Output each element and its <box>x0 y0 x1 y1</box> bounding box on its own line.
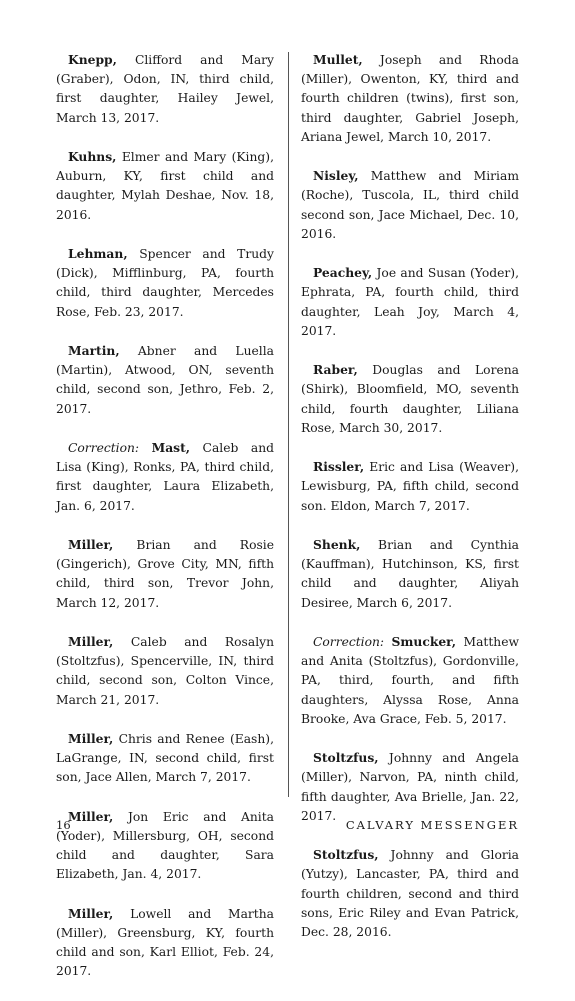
announcement-details: Johnny and Angela (Miller), Narvon, PA, ninth child, fifth daughter, Ava Brielle, Jan. 22, 2017. <box>301 751 519 823</box>
left-column <box>56 50 274 1001</box>
correction-label: Correction: <box>68 441 152 455</box>
birth-announcement <box>301 845 519 942</box>
family-name: Smucker, <box>391 634 457 649</box>
family-name: Knepp, <box>68 52 117 67</box>
birth-announcement <box>56 50 274 128</box>
announcement-details: Clifford and Mary (Graber), Odon, IN, third child, first daughter, Hailey Jewel, March 13, 2017. <box>56 53 274 125</box>
family-name: Rissler, <box>313 459 365 475</box>
birth-announcement <box>301 360 519 438</box>
family-name: Mullet, <box>313 52 363 67</box>
announcement-details: Brian and Rosie (Gingerich), Grove City, MN, fifth child, third son, Trevor John, March 12, 2017. <box>56 538 274 610</box>
correction-label: Correction: <box>313 635 392 649</box>
birth-announcement <box>301 263 519 341</box>
birth-announcement <box>56 729 274 788</box>
birth-announcement <box>301 535 519 613</box>
family-name: Stoltzfus, <box>313 750 379 766</box>
announcement-details: Caleb and Rosalyn (Stoltzfus), Spencerville, IN, third child, second son, Colton Vince, March 21, 2017. <box>56 635 274 707</box>
announcement-details: Jon Eric and Anita (Yoder), Millersburg, OH, second child and daughter, Sara Elizabeth, Jan. 4, 2017. <box>56 809 274 882</box>
announcement-details: Johnny and Gloria (Yutzy), Lancaster, PA, third and fourth children, second and third sons, Eric Riley and Evan Patrick, Dec. 28, 2016. <box>301 848 519 940</box>
birth-announcement <box>56 438 274 516</box>
birth-announcement <box>56 632 274 710</box>
family-name: Stoltzfus, <box>313 847 379 863</box>
birth-announcement <box>56 904 274 982</box>
announcement-details: Douglas and Lorena (Shirk), Bloomfield, MO, seventh child, fourth daughter, Liliana Rose, March 30, 2017. <box>301 363 519 435</box>
announcement-details: Matthew and Anita (Stoltzfus), Gordonville, PA, third, fourth, and fifth daughters, Alyssa Rose, Anna Brooke, Ava Grace, Feb. 5, 2017. <box>301 635 520 726</box>
announcement-details: Brian and Cynthia (Kauffman), Hutchinson, KS, first child and daughter, Aliyah Desiree, March 6, 2017. <box>301 538 519 610</box>
announcement-details: Joe and Susan (Yoder), Ephrata, PA, fourth child, third daughter, Leah Joy, March 4, 2017. <box>301 266 519 338</box>
family-name: Lehman, <box>68 246 128 261</box>
family-name: Raber, <box>313 362 358 378</box>
announcement-details: Joseph and Rhoda (Miller), Owenton, KY, third and fourth children (twins), first son, third daughter, Gabriel Joseph, Ariana Jewel, March 10, 2017. <box>301 53 519 144</box>
family-name: Peachey, <box>313 265 373 281</box>
family-name: Miller, <box>68 731 114 746</box>
announcement-details: Spencer and Trudy (Dick), Mifflinburg, PA, fourth child, third daughter, Mercedes Rose, Feb. 23, 2017. <box>56 247 274 319</box>
birth-announcement <box>56 807 274 885</box>
announcement-details: Chris and Renee (Eash), LaGrange, IN, second child, first son, Jace Allen, March 7, 2017. <box>56 732 274 785</box>
page-number: 16 <box>56 818 71 832</box>
birth-announcement <box>301 166 519 244</box>
family-name: Miller, <box>68 808 114 824</box>
family-name: Nisley, <box>313 168 359 184</box>
birth-announcement <box>301 632 519 729</box>
birth-announcement <box>56 535 274 613</box>
family-name: Miller, <box>68 634 114 649</box>
birth-announcement <box>56 341 274 419</box>
announcement-details: Caleb and Lisa (King), Ronks, PA, third child, first daughter, Laura Elizabeth, Jan. 6, 2017. <box>56 441 274 513</box>
announcement-details: Eric and Lisa (Weaver), Lewisburg, PA, fifth child, second son. Eldon, March 7, 2017. <box>301 460 519 513</box>
column-divider <box>288 52 289 797</box>
family-name: Miller, <box>68 905 114 921</box>
publication-name: CALVARY MESSENGER <box>345 818 519 832</box>
family-name: Shenk, <box>313 537 361 552</box>
family-name: Miller, <box>68 537 114 552</box>
birth-announcement <box>301 50 519 147</box>
birth-announcement <box>56 147 274 225</box>
announcement-details: Matthew and Miriam (Roche), Tuscola, IL, third child second son, Jace Michael, Dec. 10, 2016. <box>301 169 519 241</box>
birth-announcement <box>301 457 519 516</box>
birth-announcement <box>301 748 519 826</box>
family-name: Kuhns, <box>68 149 117 164</box>
announcement-details: Elmer and Mary (King), Auburn, KY, first child and daughter, Mylah Deshae, Nov. 18, 2016. <box>56 150 274 222</box>
birth-announcement <box>56 244 274 322</box>
family-name: Mast, <box>151 440 191 455</box>
announcement-details: Lowell and Martha (Miller), Greensburg, KY, fourth child and son, Karl Elliot, Feb. 24, 2017. <box>56 906 274 979</box>
family-name: Martin, <box>68 343 120 358</box>
announcement-details: Abner and Luella (Martin), Atwood, ON, seventh child, second son, Jethro, Feb. 2, 2017. <box>56 344 274 416</box>
